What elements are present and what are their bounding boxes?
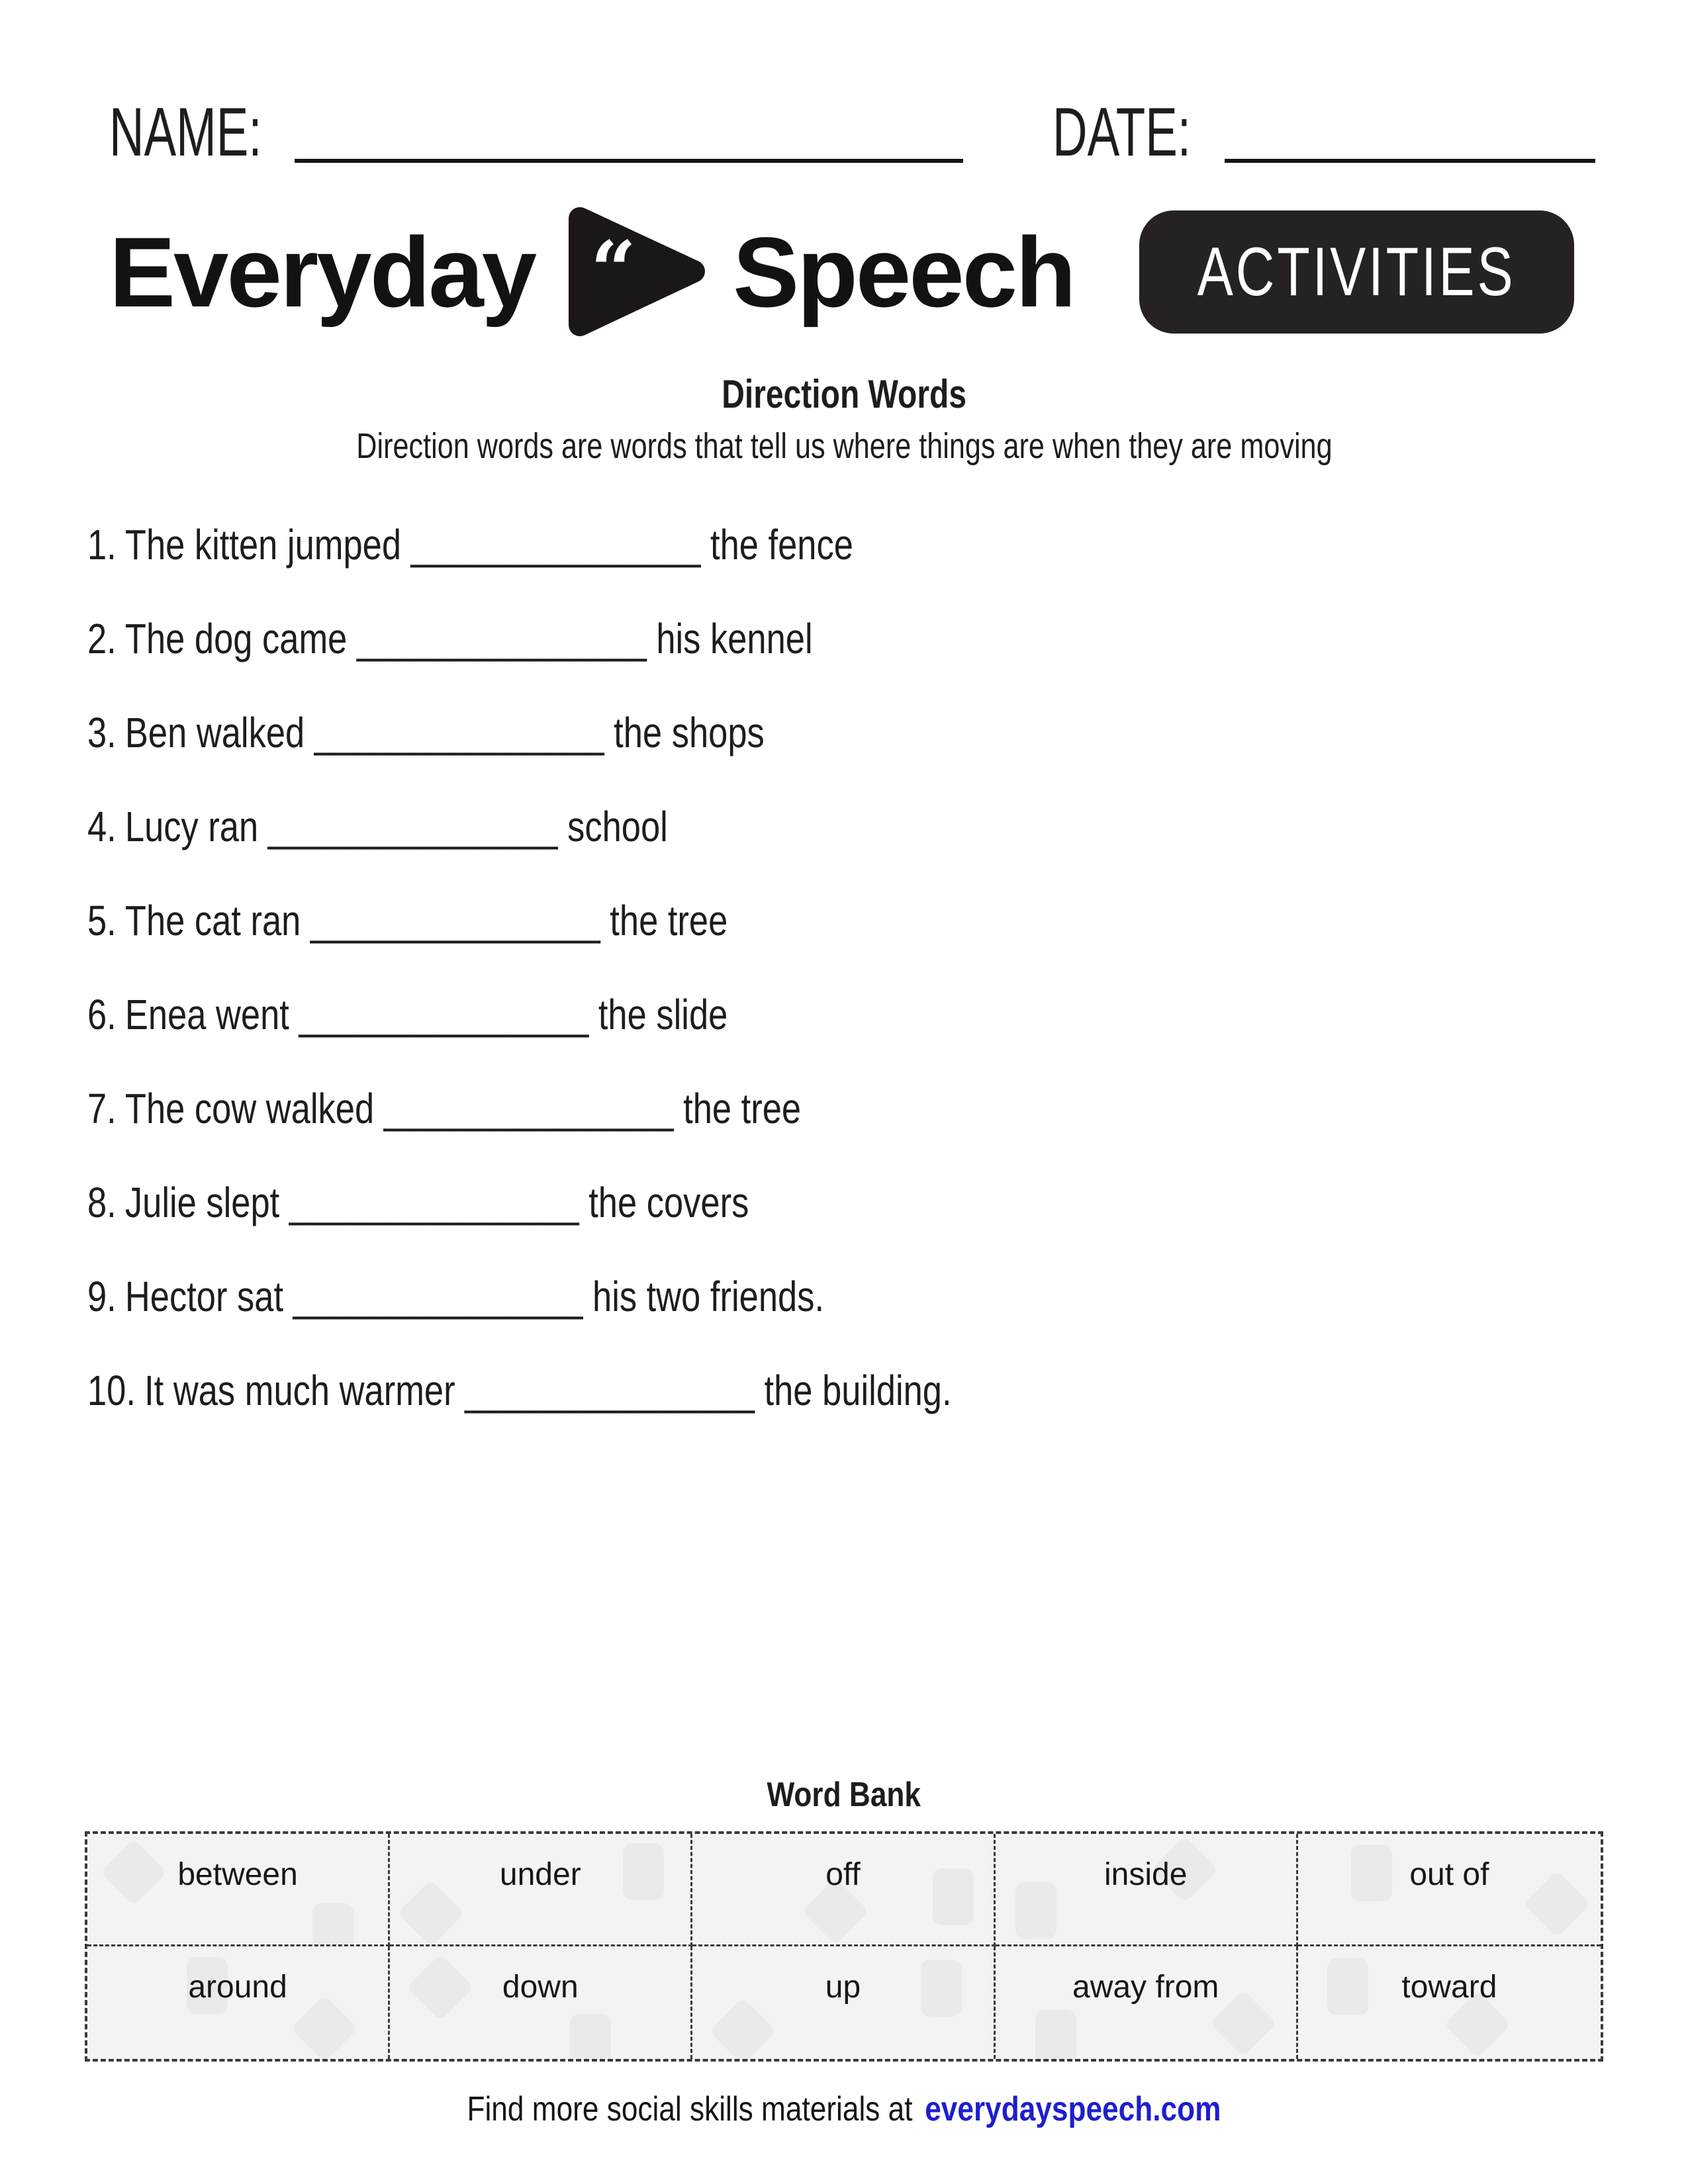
word-bank-word: under — [499, 1856, 581, 1892]
answer-blank[interactable]: _______________ — [356, 615, 647, 663]
watermark-shape — [1015, 1882, 1056, 1939]
question-text-before: Lucy ran — [124, 803, 259, 851]
watermark-shape — [291, 1995, 358, 2059]
word-bank-word: around — [188, 1969, 287, 2005]
question-item — [87, 1273, 1688, 1321]
question-text-after: the building. — [764, 1367, 952, 1415]
word-bank-cell — [390, 1834, 692, 1946]
word-bank-word: away from — [1072, 1969, 1219, 2005]
question-text-before: Hector sat — [124, 1273, 284, 1321]
word-bank-cell — [87, 1834, 390, 1946]
name-line[interactable] — [295, 155, 963, 163]
question-list — [87, 521, 1688, 1415]
watermark-shape — [1209, 1989, 1277, 2057]
word-bank-cell — [1298, 1946, 1601, 2059]
word-bank-cell — [87, 1946, 390, 2059]
question-text-after: the slide — [598, 991, 728, 1039]
word-bank-word: up — [825, 1969, 861, 2005]
question-text-before: Ben walked — [124, 709, 305, 757]
question-number: 1. — [87, 521, 117, 569]
question-text-before: Julie slept — [124, 1179, 280, 1227]
watermark-shape — [1351, 1844, 1392, 1901]
question-item — [87, 1179, 1688, 1227]
watermark-shape — [921, 1960, 962, 2017]
question-number: 10. — [87, 1367, 136, 1415]
logo-word-everyday: Everyday — [109, 216, 536, 328]
word-bank-word: off — [825, 1856, 861, 1892]
watermark-shape — [1035, 2010, 1076, 2059]
answer-blank[interactable]: _______________ — [465, 1367, 755, 1415]
question-text-after: school — [567, 803, 668, 851]
question-number: 8. — [87, 1179, 117, 1227]
word-bank-cell — [390, 1946, 692, 2059]
watermark-shape — [312, 1903, 353, 1946]
question-text-after: the fence — [710, 521, 853, 569]
word-bank-title: Word Bank — [767, 1776, 921, 1815]
watermark-shape — [623, 1843, 664, 1900]
answer-blank[interactable]: _______________ — [310, 897, 600, 945]
word-bank-cell — [1298, 1834, 1601, 1946]
answer-blank[interactable]: _______________ — [383, 1085, 674, 1133]
word-bank-word: toward — [1401, 1969, 1497, 2005]
question-number: 4. — [87, 803, 117, 851]
word-bank-word: down — [502, 1969, 579, 2005]
word-bank-word: out of — [1409, 1856, 1489, 1892]
word-bank-cell — [996, 1946, 1298, 2059]
header-fields — [109, 94, 1595, 171]
logo — [109, 197, 1574, 346]
question-text-before: The kitten jumped — [124, 521, 402, 569]
question-text-after: his kennel — [656, 615, 813, 663]
question-text-before: It was much warmer — [144, 1367, 455, 1415]
date-line[interactable] — [1225, 155, 1595, 163]
watermark-shape — [709, 1997, 776, 2059]
footer — [0, 2089, 1688, 2129]
question-text-after: the shops — [614, 709, 765, 757]
question-item — [87, 1085, 1688, 1133]
answer-blank[interactable]: _______________ — [410, 521, 701, 569]
question-text-before: The cow walked — [124, 1085, 375, 1133]
question-number: 7. — [87, 1085, 117, 1133]
question-item — [87, 709, 1688, 757]
question-number: 6. — [87, 991, 117, 1039]
answer-blank[interactable]: _______________ — [293, 1273, 583, 1321]
question-text-after: the covers — [588, 1179, 749, 1227]
word-bank-word: between — [177, 1856, 298, 1892]
question-number: 5. — [87, 897, 117, 945]
watermark-shape — [397, 1880, 465, 1946]
word-bank-word: inside — [1103, 1856, 1188, 1892]
watermark-shape — [570, 2014, 611, 2059]
page-title: Direction Words — [722, 372, 966, 416]
question-text-before: The dog came — [124, 615, 348, 663]
answer-blank[interactable]: _______________ — [299, 991, 589, 1039]
play-quotes-icon — [555, 197, 717, 346]
footer-link[interactable]: everydayspeech.com — [925, 2089, 1221, 2128]
name-label-text: NAME: — [109, 94, 262, 171]
question-item — [87, 897, 1688, 945]
watermark-shape — [933, 1868, 974, 1925]
question-text-after: the tree — [610, 897, 728, 945]
question-text-before: The cat ran — [124, 897, 301, 945]
answer-blank[interactable]: _______________ — [267, 803, 558, 851]
question-text-before: Enea went — [124, 991, 289, 1039]
question-number: 2. — [87, 615, 117, 663]
question-item — [87, 1367, 1688, 1415]
watermark-shape — [100, 1839, 167, 1906]
name-label — [109, 94, 295, 171]
answer-blank[interactable]: _______________ — [289, 1179, 579, 1227]
word-bank-cell — [692, 1834, 995, 1946]
answer-blank[interactable]: _______________ — [314, 709, 604, 757]
question-item — [87, 803, 1688, 851]
question-item — [87, 615, 1688, 663]
page-subtitle: Direction words are words that tell us where things are when they are moving — [355, 426, 1333, 466]
question-number: 3. — [87, 709, 117, 757]
activities-badge — [1139, 210, 1574, 334]
question-number: 9. — [87, 1273, 117, 1321]
question-text-after: the tree — [683, 1085, 802, 1133]
question-item — [87, 521, 1688, 569]
activities-badge-label: ACTIVITIES — [1197, 233, 1516, 310]
question-text-after: his two friends. — [592, 1273, 825, 1321]
word-bank-cell — [692, 1946, 995, 2059]
logo-quote-glyph: “ — [590, 224, 637, 317]
watermark-shape — [1523, 1870, 1591, 1938]
question-item — [87, 991, 1688, 1039]
footer-text: Find more social skills materials at — [467, 2089, 913, 2128]
word-bank-table — [85, 1831, 1603, 2062]
logo-word-speech: Speech — [733, 216, 1074, 328]
date-label-text: DATE: — [1053, 94, 1191, 171]
date-label — [1053, 94, 1208, 171]
watermark-shape — [1327, 1958, 1368, 2015]
word-bank-cell — [996, 1834, 1298, 1946]
watermark-shape — [406, 1954, 474, 2021]
